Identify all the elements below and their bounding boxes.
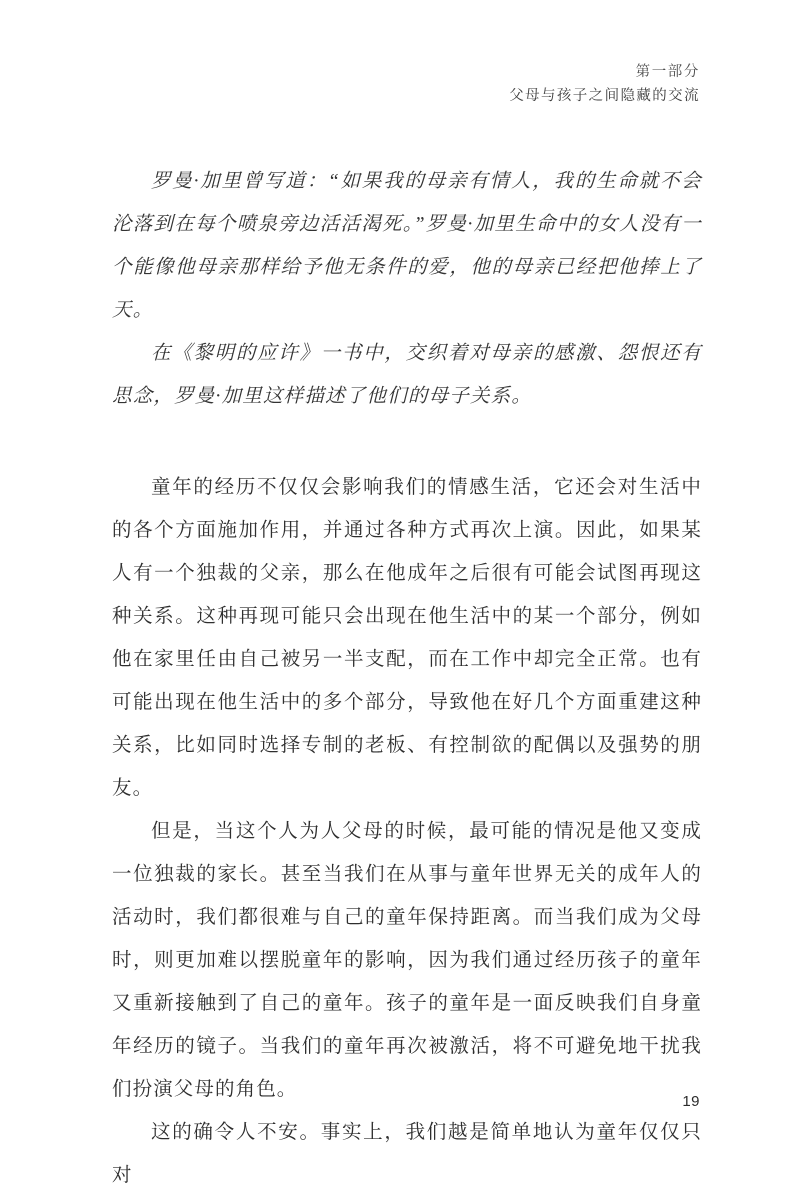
quote-paragraph-1: 罗曼·加里曾写道：“如果我的母亲有情人，我的生命就不会沦落到在每个喷泉旁边活活渴死。”罗曼·加里生命中的女人没有一个能像他母亲那样给予他无条件的爱，他的母亲已经把他捧上了天。	[112, 171, 702, 321]
text-column	[112, 160, 702, 1197]
quote-block	[112, 160, 702, 418]
quote-paragraph-2: 在《黎明的应许》一书中，交织着对母亲的感激、怨恨还有思念，罗曼·加里这样描述了他们的母子关系。	[112, 343, 702, 407]
running-head	[280, 60, 700, 108]
running-head-part-title: 第一部分	[635, 64, 700, 80]
running-head-chapter-title: 父母与孩子之间隐藏的交流	[509, 88, 700, 104]
page-number: 19	[682, 1093, 700, 1110]
body-paragraph-1: 童年的经历不仅仅会影响我们的情感生活，它还会对生活中的各个方面施加作用，并通过各种方式再次上演。因此，如果某人有一个独裁的父亲，那么在他成年之后很有可能会试图再现这种关系。这种再现可能只会出现在他生活中的某一个部分，例如他在家里任由自己被另一半支配，而在工作中却完全正常。也有可能出现在他生活中的多个部分，导致他在好几个方面重建这种关系，比如同时选择专制的老板、有控制欲的配偶以及强势的朋友。	[112, 476, 702, 799]
body-paragraph-3: 这的确令人不安。事实上，我们越是简单地认为童年仅仅只对	[112, 1121, 702, 1186]
section-gap	[112, 418, 702, 466]
body-paragraph-2: 但是，当这个人为人父母的时候，最可能的情况是他又变成一位独裁的家长。甚至当我们在从事与童年世界无关的成年人的活动时，我们都很难与自己的童年保持距离。而当我们成为父母时，则更加难以摆脱童年的影响，因为我们通过经历孩子的童年又重新接触到了自己的童年。孩子的童年是一面反映我们自身童年经历的镜子。当我们的童年再次被激活，将不可避免地干扰我们扮演父母的角色。	[112, 820, 702, 1100]
body-block	[112, 466, 702, 1197]
